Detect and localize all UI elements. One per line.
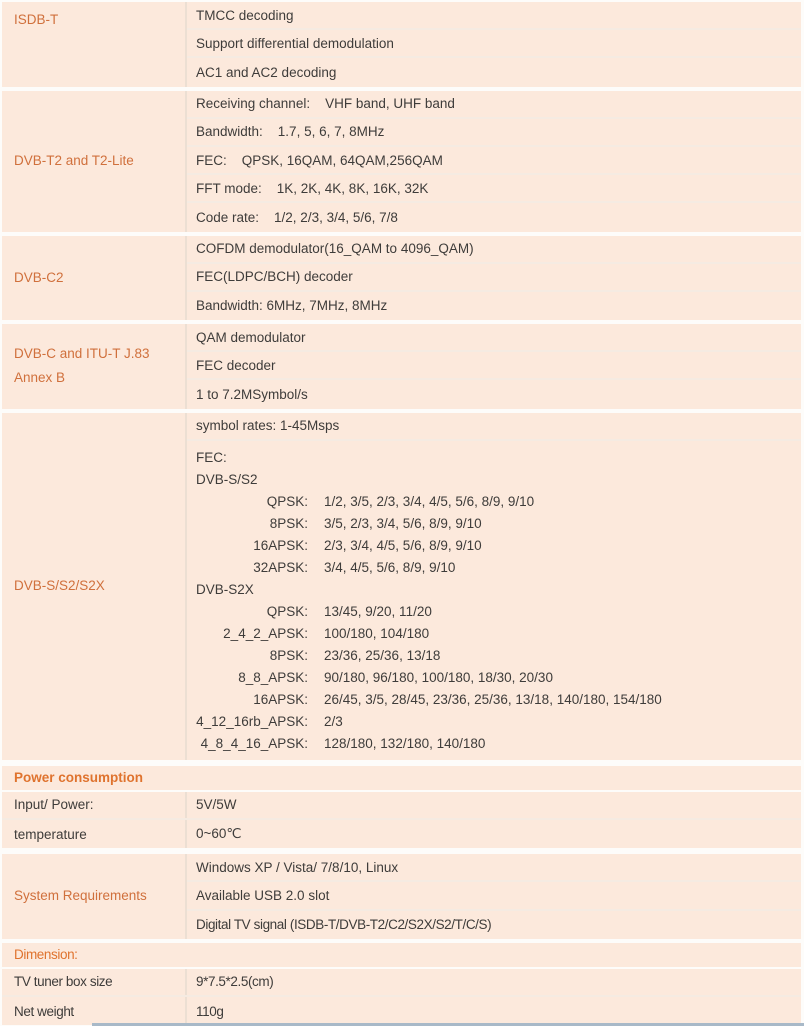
spec-text: FEC decoder (196, 357, 276, 373)
fec-line-label: QPSK: (266, 493, 308, 509)
fec-line (196, 601, 801, 623)
spec-text: FEC(LDPC/BCH) decoder (196, 269, 353, 285)
fec-line-value: 3/4, 4/5, 5/6, 8/9, 9/10 (324, 559, 456, 575)
spec-row (187, 352, 801, 380)
pair-label: TV tuner box size (2, 969, 187, 995)
section-rows (187, 324, 801, 409)
spec-row (187, 380, 801, 408)
spec-pair-row (2, 820, 801, 848)
fec-heading-line (196, 447, 801, 469)
fec-line-label: 16APSK: (253, 691, 308, 707)
section-rows (187, 413, 801, 760)
fec-line-value: 100/180, 104/180 (324, 625, 430, 641)
pair-value-cell (187, 820, 801, 848)
section-rows (187, 2, 801, 87)
section-rows (187, 854, 801, 939)
spec-row-multiline (187, 441, 801, 760)
spec-text: symbol rates: 1-45Msps (196, 418, 340, 434)
section-dvb-s-s2-s2x (2, 413, 801, 760)
section-rows (187, 236, 801, 321)
section-label: DVB-C2 (2, 236, 187, 321)
section-label: DVB-C and ITU-T J.83 Annex B (2, 324, 187, 409)
spec-row (187, 236, 801, 264)
fec-line-label: 4_12_16rb_APSK: (196, 713, 308, 729)
section-rows (187, 91, 801, 232)
pair-label: Net weight (2, 997, 187, 1025)
section-label: System Requirements (2, 854, 187, 939)
spec-row (187, 292, 801, 320)
pair-label: Input/ Power: (2, 792, 187, 818)
spec-text: QAM demodulator (196, 329, 306, 345)
fec-line-label: QPSK: (266, 603, 308, 619)
fec-line-value: 13/45, 9/20, 11/20 (324, 603, 432, 619)
section-dvb-c2 (2, 236, 801, 321)
spec-text: COFDM demodulator(16_QAM to 4096_QAM) (196, 241, 474, 257)
spec-text: AC1 and AC2 decoding (196, 64, 337, 80)
fec-line-label: 16APSK: (253, 537, 308, 553)
spec-text: Support differential demodulation (196, 35, 394, 51)
fec-line-value: 90/180, 96/180, 100/180, 18/30, 20/30 (324, 669, 553, 685)
spec-table (2, 2, 801, 1025)
pair-value: 9*7.5*2.5(cm) (196, 974, 274, 990)
fec-line (196, 689, 801, 711)
spec-row (187, 91, 801, 119)
spec-text: Code rate: 1/2, 2/3, 3/4, 5/6, 7/8 (196, 209, 398, 225)
section-label: DVB-S/S2/S2X (2, 413, 187, 760)
spec-pairs (2, 969, 801, 1025)
spec-text: Digital TV signal (ISDB-T/DVB-T2/C2/S2X/S2/T/C/S) (196, 917, 492, 933)
spec-row (187, 2, 801, 30)
spec-row (187, 203, 801, 231)
fec-line-label: 4_8_4_16_APSK: (200, 735, 308, 751)
pair-value: 110g (196, 1003, 224, 1019)
fec-heading-line (196, 469, 801, 491)
spec-row (187, 30, 801, 58)
spec-row (187, 854, 801, 882)
spec-pair-row (2, 969, 801, 997)
pair-value-cell (187, 969, 801, 995)
spec-text: Available USB 2.0 slot (196, 887, 330, 903)
spec-pairs (2, 792, 801, 848)
fec-line (196, 557, 801, 579)
spec-pair-row (2, 792, 801, 820)
spec-text: Bandwidth: 6MHz, 7MHz, 8MHz (196, 298, 388, 314)
section-isdb-t (2, 2, 801, 87)
spec-text: Receiving channel: VHF band, UHF band (196, 96, 455, 112)
spec-row (187, 119, 801, 147)
fec-line-text: FEC: (196, 449, 227, 465)
section-dvb-t2-and-t2-lite (2, 91, 801, 232)
section-label: DVB-T2 and T2-Lite (2, 91, 187, 232)
spec-text: FEC: QPSK, 16QAM, 64QAM,256QAM (196, 152, 443, 168)
fec-line-value: 2/3 (324, 713, 343, 729)
spec-row (187, 882, 801, 910)
fec-line-value: 23/36, 25/36, 13/18 (324, 647, 441, 663)
table-header-dimension: Dimension: (2, 943, 801, 967)
section-system-requirements (2, 854, 801, 939)
pair-value: 5V/5W (196, 797, 237, 813)
pair-label: temperature (2, 820, 187, 848)
fec-line-text: DVB-S/S2 (196, 471, 258, 487)
spec-text: 1 to 7.2MSymbol/s (196, 387, 308, 403)
spec-text: Windows XP / Vista/ 7/8/10, Linux (196, 859, 399, 875)
fec-line (196, 491, 801, 513)
fec-line (196, 711, 801, 733)
section-dvb-c-and-itu-t-j-83-annex-b (2, 324, 801, 409)
fec-line-label: 8PSK: (269, 515, 308, 531)
fec-line (196, 513, 801, 535)
fec-line-label: 2_4_2_APSK: (223, 625, 308, 641)
spec-row (187, 413, 801, 441)
spec-pair-row (2, 997, 801, 1025)
fec-line (196, 623, 801, 645)
spec-row (187, 324, 801, 352)
spec-row (187, 147, 801, 175)
spec-row (187, 175, 801, 203)
fec-line (196, 645, 801, 667)
fec-line (196, 667, 801, 689)
pair-value-cell (187, 792, 801, 818)
fec-line-value: 2/3, 3/4, 4/5, 5/6, 8/9, 9/10 (324, 537, 482, 553)
fec-line-label: 8_8_APSK: (238, 669, 308, 685)
fec-line-value: 3/5, 2/3, 3/4, 5/6, 8/9, 9/10 (324, 515, 482, 531)
spec-text: FFT mode: 1K, 2K, 4K, 8K, 16K, 32K (196, 180, 429, 196)
fec-line-label: 8PSK: (269, 647, 308, 663)
pair-value-cell (187, 997, 801, 1025)
fec-heading-line (196, 579, 801, 601)
spec-text: TMCC decoding (196, 7, 294, 23)
fec-line-label: 32APSK: (253, 559, 308, 575)
fec-line-value: 26/45, 3/5, 28/45, 23/36, 25/36, 13/18, 140/180, 154/180 (324, 691, 662, 707)
fec-line-value: 1/2, 3/5, 2/3, 3/4, 4/5, 5/6, 8/9, 9/10 (324, 493, 535, 509)
spec-row (187, 911, 801, 939)
spec-row (187, 58, 801, 86)
table-header-power-consumption: Power consumption (2, 766, 801, 790)
fec-line-text: DVB-S2X (196, 581, 254, 597)
fec-line (196, 733, 801, 755)
spec-text: Bandwidth: 1.7, 5, 6, 7, 8MHz (196, 124, 385, 140)
fec-line-value: 128/180, 132/180, 140/180 (324, 735, 486, 751)
pair-value: 0~60℃ (196, 826, 242, 842)
spec-row (187, 264, 801, 292)
section-label: ISDB-T (2, 2, 187, 87)
fec-line (196, 535, 801, 557)
